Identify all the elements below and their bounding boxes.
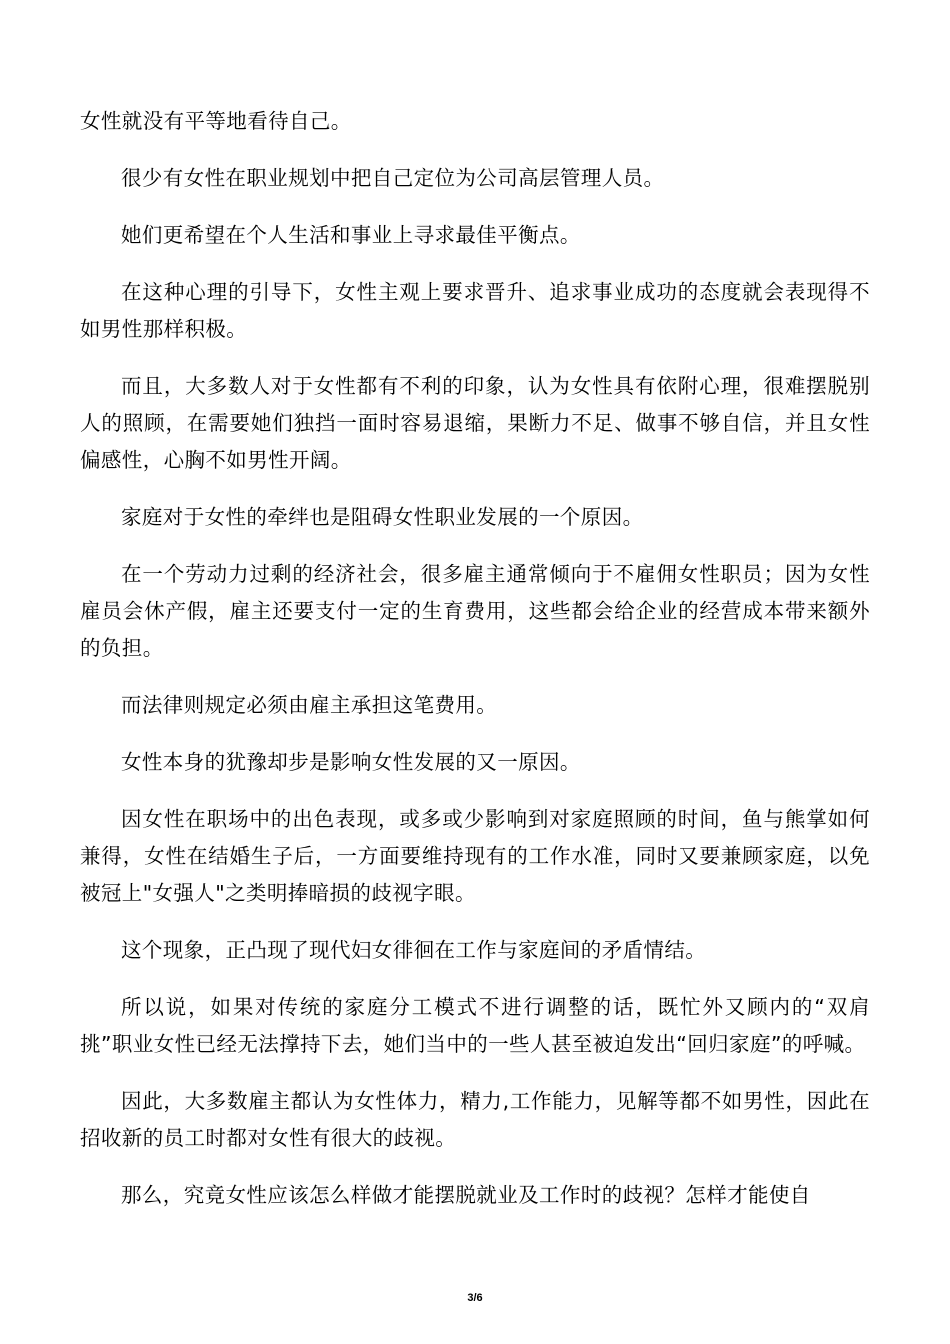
document-body <box>80 103 870 1234</box>
paragraph: 她们更希望在个人生活和事业上寻求最佳平衡点。 <box>121 223 581 247</box>
paragraph: 而且，大多数人对于女性都有不利的印象，认为女性具有依附心理，很难摆脱别人的照顾，在需要她们独挡一面时容易退缩，果断力不足、做事不够自信，并且女性偏感性，心胸不如男性开阔。 <box>80 374 870 472</box>
paragraph: 女性本身的犹豫却步是影响女性发展的又一原因。 <box>121 750 581 774</box>
paragraph: 那么，究竟女性应该怎么样做才能摆脱就业及工作时的歧视？怎样才能使自 <box>121 1183 811 1207</box>
paragraph: 女性就没有平等地看待自己。 <box>80 109 352 133</box>
paragraph: 因此，大多数雇主都认为女性体力，精力,工作能力，见解等都不如男性，因此在招收新的员工时都对女性有很大的歧视。 <box>80 1089 870 1150</box>
paragraph: 所以说，如果对传统的家庭分工模式不进行调整的话，既忙外又顾内的“双肩挑”职业女性已经无法撑持下去，她们当中的一些人甚至被迫发出“回归家庭”的呼喊。 <box>80 995 870 1056</box>
paragraph: 家庭对于女性的牵绊也是阻碍女性职业发展的一个原因。 <box>121 505 644 529</box>
paragraph: 这个现象，正凸现了现代妇女徘徊在工作与家庭间的矛盾情结。 <box>121 938 707 962</box>
paragraph: 在一个劳动力过剩的经济社会，很多雇主通常倾向于不雇佣女性职员；因为女性雇员会休产假，雇主还要支付一定的生育费用，这些都会给企业的经营成本带来额外的负担。 <box>80 562 870 660</box>
paragraph: 在这种心理的引导下，女性主观上要求晋升、追求事业成功的态度就会表现得不如男性那样积极。 <box>80 280 870 341</box>
paragraph: 很少有女性在职业规划中把自己定位为公司高层管理人员。 <box>121 166 665 190</box>
paragraph: 因女性在职场中的出色表现，或多或少影响到对家庭照顾的时间，鱼与熊掌如何兼得，女性在结婚生子后，一方面要维持现有的工作水准，同时又要兼顾家庭，以免被冠上"女强人"之类明捧暗损的歧视字眼。 <box>80 807 870 905</box>
page-number: 3/6 <box>467 1292 483 1304</box>
paragraph: 而法律则规定必须由雇主承担这笔费用。 <box>121 693 498 717</box>
